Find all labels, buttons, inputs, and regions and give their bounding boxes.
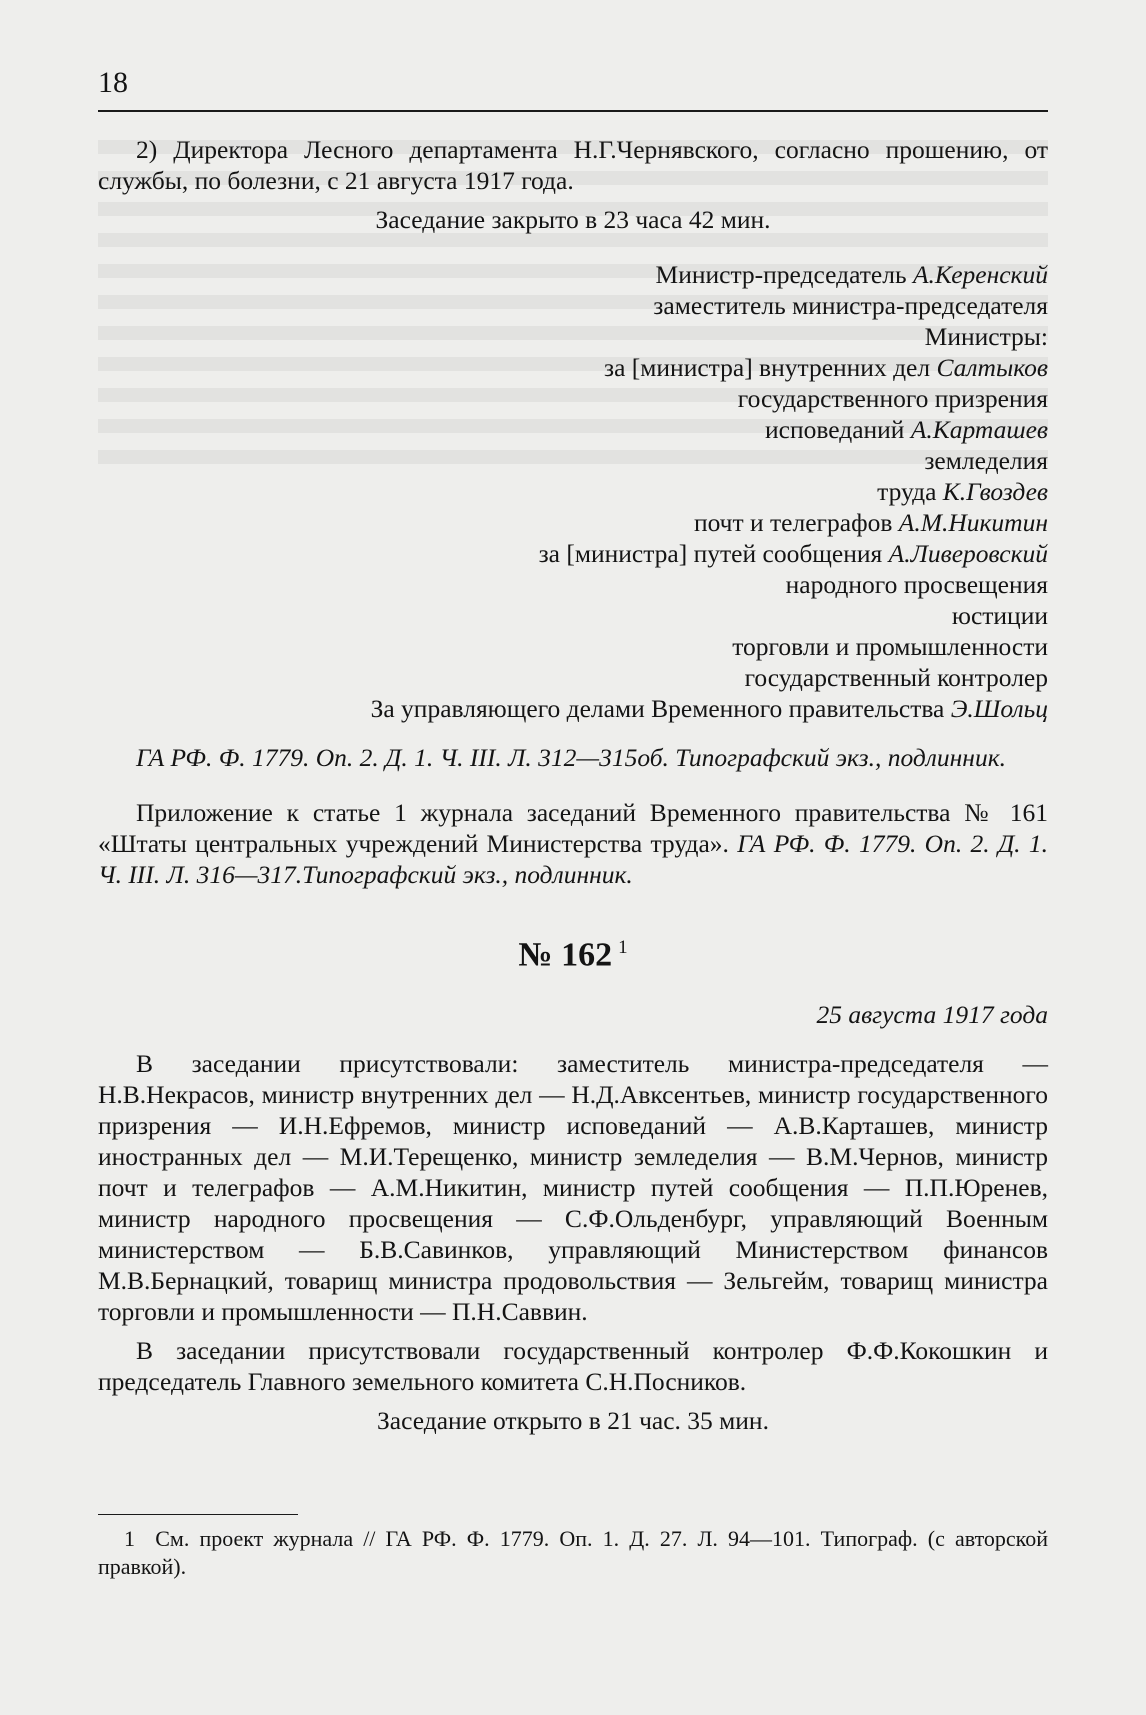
- footnote-mark: 1: [124, 1526, 135, 1551]
- signature-line: торговли и промышленности: [732, 632, 1048, 661]
- signature-line: за [министра] внутренних дел Салтыков: [604, 353, 1048, 382]
- signature-line: труда К.Гвоздев: [877, 477, 1048, 506]
- session-closed-line: Заседание закрыто в 23 часа 42 мин.: [375, 205, 771, 234]
- footnote: [98, 1525, 1048, 1581]
- page-number: 18: [98, 66, 128, 99]
- signature-line: исповеданий А.Карташев: [764, 415, 1048, 444]
- footnote-rule: [98, 1514, 298, 1515]
- appendix-note: Приложение к статье 1 журнала заседаний Временного правительства № 161 «Штаты центральных учреждений Министерства труда». ГА РФ. Ф. 1779. Оп. 2. Д. 1. Ч. III. Л. 316—317.Типографский экз., подлинник.: [98, 798, 1048, 889]
- signature-block: [98, 259, 1048, 724]
- signature-line: Министры:: [924, 322, 1048, 351]
- signature-line: за [министра] путей сообщения А.Ливеровский: [538, 539, 1048, 568]
- document-number-heading: № 162 $^1$: [518, 936, 628, 974]
- footnote-text: См. проект журнала // ГА РФ. Ф. 1779. Оп. 1. Д. 27. Л. 94—101. Типограф. (с авторской правкой).: [98, 1526, 1048, 1579]
- signature-line: Министр-председатель А.Керенский: [655, 260, 1048, 289]
- header-rule: [98, 110, 1048, 112]
- signature-line: юстиции: [951, 601, 1048, 630]
- attendance-paragraph-2: В заседании присутствовали государственный контролер Ф.Ф.Кокошкин и председатель Главного земельного комитета С.Н.Посников.: [98, 1336, 1048, 1397]
- document-date: 25 августа 1917 года: [816, 1000, 1048, 1030]
- footnote-reference: 1: [618, 937, 628, 958]
- archive-source-reference: ГА РФ. Ф. 1779. Оп. 2. Д. 1. Ч. III. Л. 312—315об. Типографский экз., подлинник.: [136, 743, 1007, 772]
- session-opened-line: Заседание открыто в 21 час. 35 мин.: [377, 1406, 769, 1436]
- signature-line: почт и телеграфов А.М.Никитин: [693, 508, 1048, 537]
- resolution-item-2: 2) Директора Лесного департамента Н.Г.Чернявского, согласно прошению, от службы, по болезни, с 21 августа 1917 года.: [98, 135, 1048, 195]
- signature-line: За управляющего делами Временного правительства Э.Шольц: [370, 694, 1048, 723]
- signature-line: заместитель министра-председателя: [653, 291, 1048, 320]
- signature-line: государственный контролер: [744, 663, 1048, 692]
- signature-line: земледелия: [924, 446, 1048, 475]
- signature-line: государственного призрения: [737, 384, 1048, 413]
- main-text: [98, 134, 1048, 1436]
- signature-line: народного просвещения: [785, 570, 1048, 599]
- attendance-paragraph: В заседании присутствовали: заместитель министра-председателя — Н.В.Некрасов, министр внутренних дел — Н.Д.Авксентьев, министр государственного призрения — И.Н.Ефремов, министр исповеданий — А.В.Карташев, министр иностранных дел — М.И.Терещенко, министр земледелия — В.М.Чернов, министр почт и телеграфов — А.М.Никитин, министр путей сообщения — П.П.Юренев, министр народного просвещения — С.Ф.Ольденбург, управляющий Военным министерством — Б.В.Савинков, управляющий Министерством финансов М.В.Бернацкий, товарищ министра продовольствия — Зельгейм, товарищ министра торговли и промышленности — П.Н.Саввин.: [98, 1049, 1048, 1327]
